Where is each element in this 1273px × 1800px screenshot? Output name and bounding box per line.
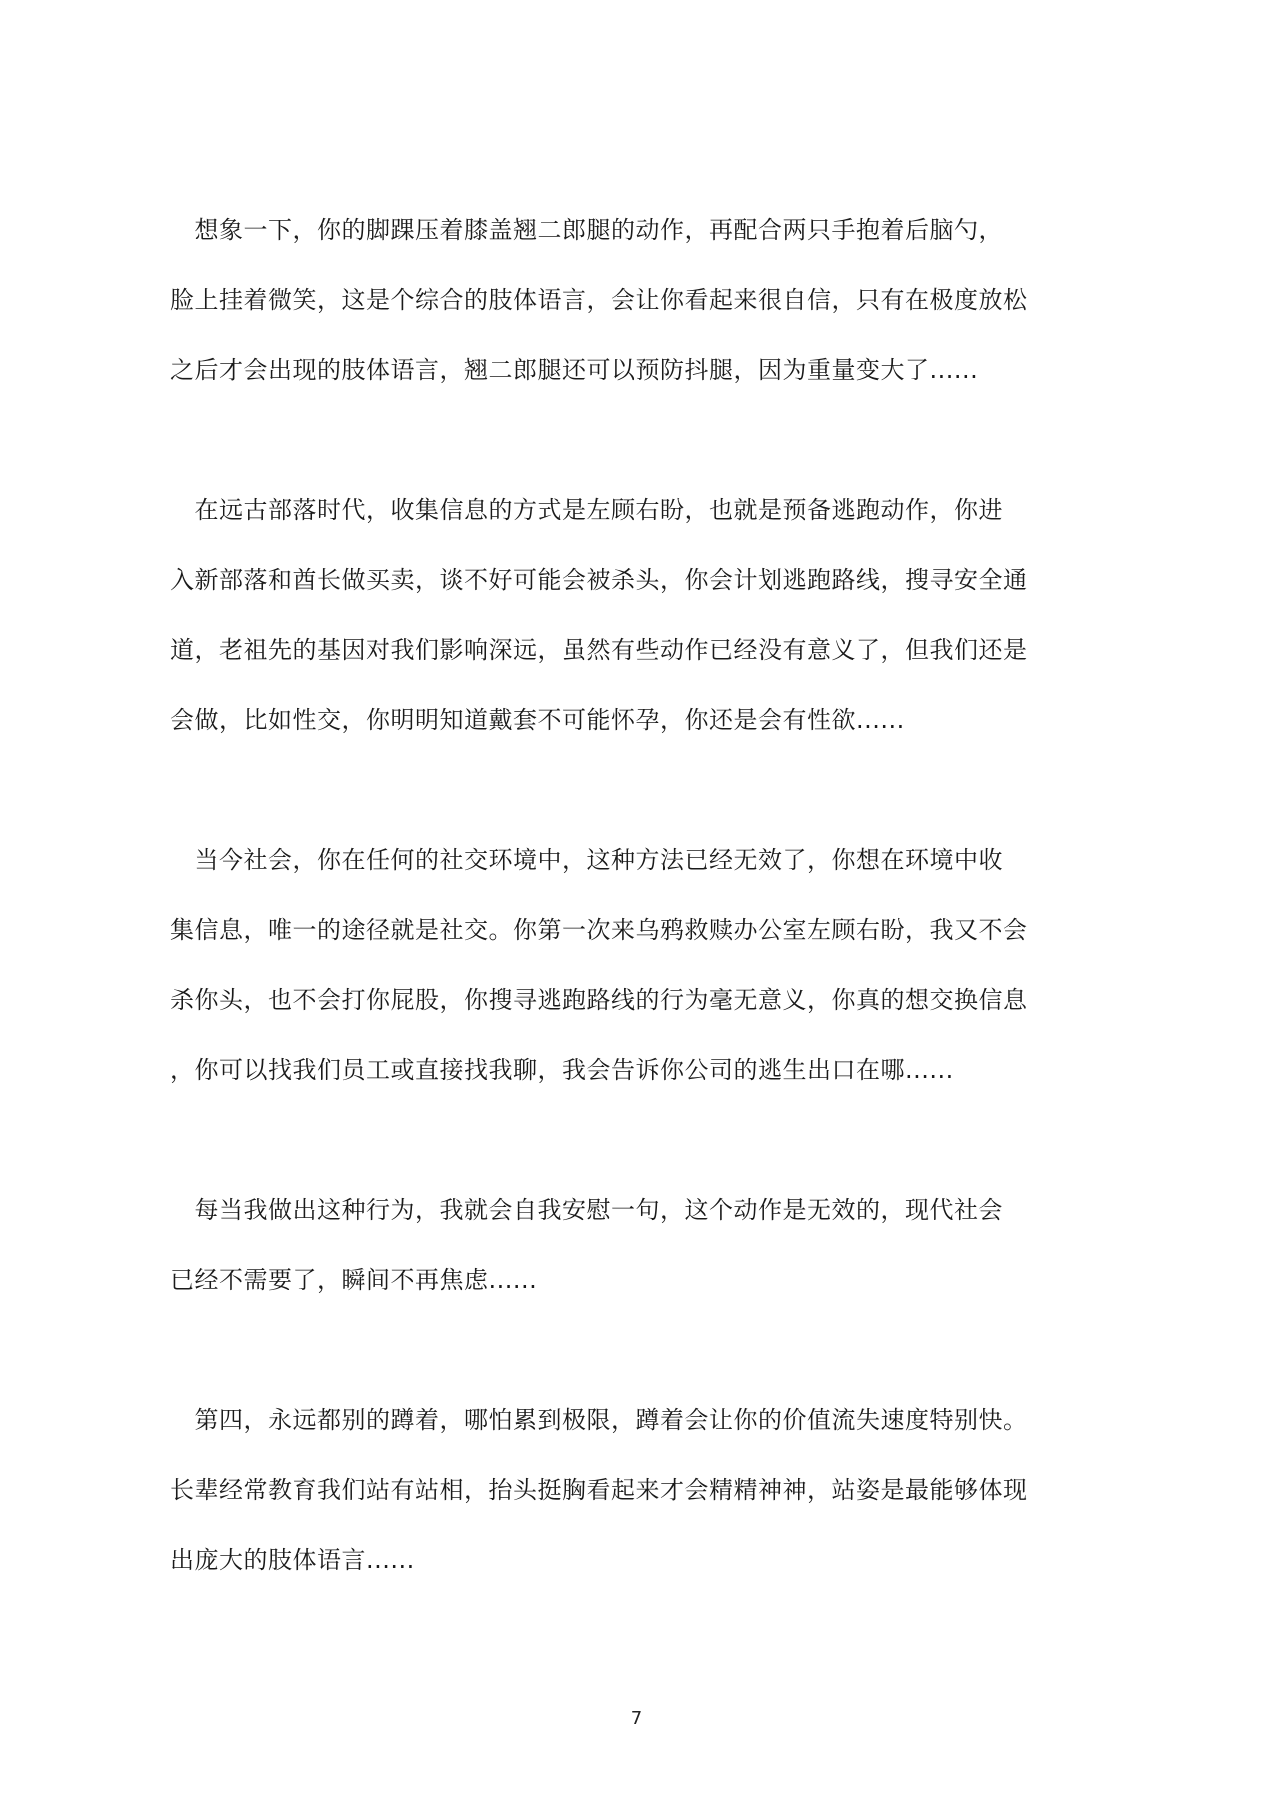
paragraph-2-line-4: 会做，比如性交，你明明知道戴套不可能怀孕，你还是会有性欲...... bbox=[170, 706, 905, 734]
paragraph-4-line-1: 每当我做出这种行为，我就会自我安慰一句，这个动作是无效的，现代社会 bbox=[170, 1196, 1003, 1224]
paragraph-5-line-2: 长辈经常教育我们站有站相，抬头挺胸看起来才会精精神神，站姿是最能够体现 bbox=[170, 1476, 1028, 1504]
paragraph-4-line-2: 已经不需要了，瞬间不再焦虑...... bbox=[170, 1266, 538, 1294]
paragraph-3-line-4: ，你可以找我们员工或直接找我聊，我会告诉你公司的逃生出口在哪...... bbox=[170, 1056, 954, 1084]
paragraph-2-line-2: 入新部落和酋长做买卖，谈不好可能会被杀头，你会计划逃跑路线，搜寻安全通 bbox=[170, 566, 1028, 594]
paragraph-2-line-3: 道，老祖先的基因对我们影响深远，虽然有些动作已经没有意义了，但我们还是 bbox=[170, 636, 1028, 664]
paragraph-3-line-3: 杀你头，也不会打你屁股，你搜寻逃跑路线的行为毫无意义，你真的想交换信息 bbox=[170, 986, 1028, 1014]
paragraph-1-line-2: 脸上挂着微笑，这是个综合的肢体语言，会让你看起来很自信，只有在极度放松 bbox=[170, 286, 1028, 314]
paragraph-1-line-3: 之后才会出现的肢体语言，翘二郎腿还可以预防抖腿，因为重量变大了...... bbox=[170, 356, 979, 384]
paragraph-3-line-2: 集信息，唯一的途径就是社交。你第一次来乌鸦救赎办公室左顾右盼，我又不会 bbox=[170, 916, 1028, 944]
page-number: 7 bbox=[630, 1708, 643, 1729]
paragraph-5-line-1: 第四，永远都别的蹲着，哪怕累到极限，蹲着会让你的价值流失速度特别快。 bbox=[170, 1406, 1028, 1434]
paragraph-3-line-1: 当今社会，你在任何的社交环境中，这种方法已经无效了，你想在环境中收 bbox=[170, 846, 1003, 874]
paragraph-5-line-3: 出庞大的肢体语言...... bbox=[170, 1546, 415, 1574]
paragraph-1-line-1: 想象一下，你的脚踝压着膝盖翘二郎腿的动作，再配合两只手抱着后脑勺， bbox=[170, 216, 1003, 244]
paragraph-2-line-1: 在远古部落时代，收集信息的方式是左顾右盼，也就是预备逃跑动作，你进 bbox=[170, 496, 1003, 524]
